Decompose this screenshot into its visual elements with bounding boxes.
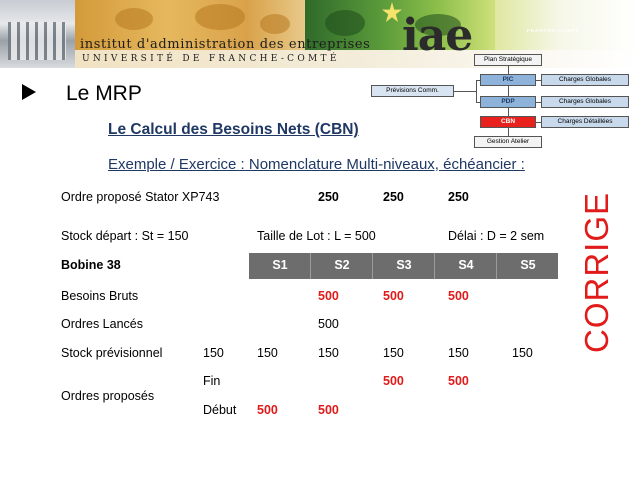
- exercise-heading: Exemple / Exercice : Nomenclature Multi-niveaux, échéancier :: [108, 156, 525, 173]
- debut-cell: 500: [318, 403, 339, 417]
- row-label-besoins: Besoins Bruts: [61, 289, 139, 303]
- iae-logo: iae: [402, 10, 473, 61]
- slide-subtitle: Le Calcul des Besoins Nets (CBN): [108, 121, 359, 138]
- debut-label: Début: [203, 403, 237, 417]
- debut-cell: 500: [257, 403, 278, 417]
- fin-label: Fin: [203, 374, 221, 388]
- lances-cell: 500: [318, 317, 339, 331]
- stock-cell: 150: [383, 346, 404, 360]
- charges-globales-box-1: Charges Globales: [541, 74, 629, 86]
- building-photo: [0, 0, 75, 68]
- order-value: 250: [448, 190, 469, 204]
- period-header-cell: S3: [396, 258, 412, 272]
- besoins-cell: 500: [318, 289, 339, 303]
- order-label: Ordre proposé Stator XP743: [61, 190, 220, 204]
- order-value: 250: [318, 190, 339, 204]
- stock-cell: 150: [257, 346, 278, 360]
- charges-detaillees-box: Charges Détaillées: [541, 116, 629, 128]
- stock-cell: 150: [448, 346, 469, 360]
- fin-cell: 500: [448, 374, 469, 388]
- item-name: Bobine 38: [61, 258, 121, 272]
- pic-box: PIC: [480, 74, 536, 86]
- slide-title: Le MRP: [66, 82, 142, 105]
- stock-cell: 150: [318, 346, 339, 360]
- logo-subtext: FRANCHE-COMTÉ: [527, 28, 580, 33]
- charges-globales-box-2: Charges Globales: [541, 96, 629, 108]
- fin-cell: 500: [383, 374, 404, 388]
- pdp-box: PDP: [480, 96, 536, 108]
- stock-cell: 150: [203, 346, 224, 360]
- plan-strategique-box: Plan Stratégique: [474, 54, 542, 66]
- university-name: UNIVERSITÉ DE FRANCHE-COMTÉ: [82, 54, 340, 64]
- taille-lot: Taille de Lot : L = 500: [257, 229, 376, 243]
- cbn-box: CBN: [480, 116, 536, 128]
- corrige-label: CORRIGE: [578, 191, 615, 353]
- institute-name: institut d'administration des entreprises: [80, 37, 371, 52]
- stock-depart: Stock départ : St = 150: [61, 229, 189, 243]
- period-header-cell: S5: [520, 258, 536, 272]
- period-header-cell: S1: [272, 258, 288, 272]
- row-label-stock: Stock prévisionnel: [61, 346, 163, 360]
- period-header-cell: S4: [458, 258, 474, 272]
- besoins-cell: 500: [448, 289, 469, 303]
- row-label-proposes: Ordres proposés: [61, 389, 155, 403]
- period-header-cell: S2: [334, 258, 350, 272]
- stock-cell: 150: [512, 346, 533, 360]
- besoins-cell: 500: [383, 289, 404, 303]
- arrow-bullet-icon: [22, 84, 36, 100]
- gestion-atelier-box: Gestion Atelier: [474, 136, 542, 148]
- order-value: 250: [383, 190, 404, 204]
- previsions-box: Prévisions Comm.: [371, 85, 454, 97]
- row-label-lances: Ordres Lancés: [61, 317, 143, 331]
- delai: Délai : D = 2 sem: [448, 229, 545, 243]
